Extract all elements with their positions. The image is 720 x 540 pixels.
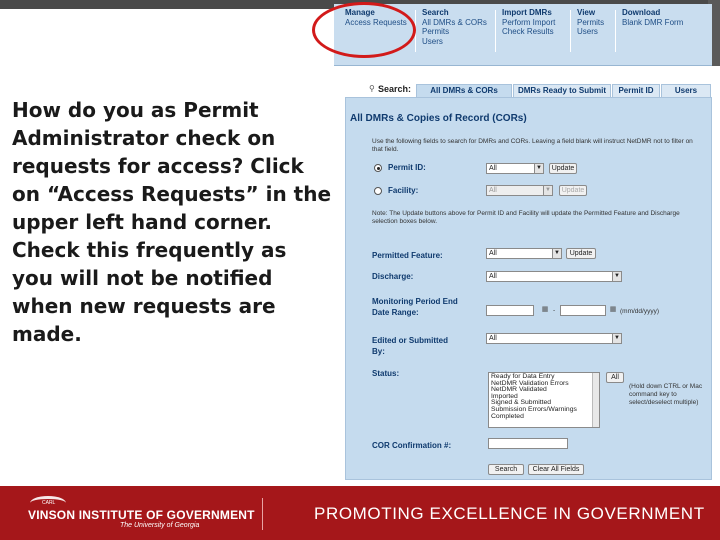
status-option[interactable]: Imported [491,392,518,400]
chevron-down-icon: ▼ [534,164,543,173]
footer-divider [262,498,263,530]
nav-link-search-users[interactable]: Users [422,36,443,46]
nav-heading-import: Import DMRs [502,8,552,17]
nav-link-search-permits[interactable]: Permits [422,27,450,36]
status-multiselect-hint: (Hold down CTRL or Mac command key to select/deselect multiple) [629,383,703,406]
chevron-down-icon: ▼ [552,249,561,258]
slide-text-line: How do you as Permit [12,98,259,122]
cor-confirmation-label: COR Confirmation #: [372,441,452,450]
search-button[interactable]: Search [488,464,524,475]
cor-confirmation-input[interactable] [488,438,568,449]
nav-link-access-requests[interactable]: Access Requests [345,17,407,27]
nav-group-import [502,8,555,37]
slide-text-line: requests for access? Click [12,154,304,178]
clear-all-fields-button[interactable]: Clear All Fields [528,464,584,475]
date-range-start-input[interactable] [486,305,534,316]
date-range-dash: - [553,307,556,314]
status-listbox[interactable] [488,372,600,428]
edited-submitted-select[interactable]: All ▼ [486,333,622,344]
nav-group-view [577,8,604,37]
discharge-label: Discharge: [372,272,414,281]
edited-submitted-label: Edited or Submitted [372,336,448,345]
nav-separator [615,10,616,52]
tab-dmrs-ready-to-submit[interactable]: DMRs Ready to Submit [513,84,611,97]
nav-separator [570,10,571,52]
permitted-feature-select[interactable]: All ▼ [486,248,562,259]
footer-tagline: PROMOTING EXCELLENCE IN GOVERNMENT [314,504,705,523]
form-title: All DMRs & Copies of Record (CORs) [350,113,527,124]
date-format-hint: (mm/dd/yyyy) [620,308,659,315]
slide-text-line: you will not be notified [12,266,273,290]
tab-users[interactable]: Users [661,84,711,97]
nav-link-view-users[interactable]: Users [577,27,598,36]
permit-id-select[interactable]: All ▼ [486,163,544,174]
status-listbox-scrollbar[interactable] [592,373,599,427]
slide-text-line: on “Access Requests” in the [12,182,332,206]
permit-id-radio[interactable] [374,164,382,172]
nav-separator [495,10,496,52]
status-option[interactable]: Submission Errors/Warnings [491,405,577,413]
facility-select[interactable]: All ▼ [486,185,553,196]
nav-heading-download: Download [622,8,661,17]
chevron-down-icon: ▼ [543,186,552,195]
nav-link-all-dmrs-cors[interactable]: All DMRs & CORs [422,17,487,27]
status-all-button[interactable]: All [606,372,624,383]
nav-heading-search: Search [422,8,449,17]
slide-instruction-text [12,96,344,348]
status-option[interactable]: Completed [491,412,524,420]
permitted-feature-label: Permitted Feature: [372,251,443,260]
slide-text-line: upper left hand corner. [12,210,273,234]
search-label: Search: [378,84,412,94]
status-option[interactable]: NetDMR Validated [491,386,547,394]
tab-permit-id[interactable]: Permit ID [612,84,660,97]
magnifier-icon: ⚲ [369,84,375,93]
nav-group-search [422,8,487,46]
facility-label: Facility: [388,186,419,195]
status-option[interactable]: Signed & Submitted [491,399,552,407]
nav-link-blank-dmr-form[interactable]: Blank DMR Form [622,17,684,27]
slide-text-line: Administrator check on [12,126,276,150]
facility-radio[interactable] [374,187,382,195]
monitoring-period-label: Monitoring Period End [372,297,458,306]
chevron-down-icon: ▼ [612,272,621,281]
nav-link-check-results[interactable]: Check Results [502,27,554,36]
permit-id-label: Permit ID: [388,163,426,172]
nav-heading-manage: Manage [345,8,375,17]
nav-heading-view: View [577,8,596,17]
facility-update-button[interactable]: Update [559,185,587,196]
status-label: Status: [372,369,400,378]
chevron-down-icon: ▼ [612,334,621,343]
slide-text-line: made. [12,322,82,346]
nav-group-download [622,8,683,27]
nav-link-view-permits[interactable]: Permits [577,17,605,27]
discharge-select[interactable]: All ▼ [486,271,622,282]
date-range-label: Date Range: [372,308,419,317]
date-range-end-input[interactable] [560,305,606,316]
permit-id-update-button[interactable]: Update [549,163,577,174]
nav-link-perform-import[interactable]: Perform Import [502,17,556,27]
slide-text-line: when new requests are [12,294,276,318]
logo-university-text: The University of Georgia [120,522,200,529]
form-instructions: Use the following fields to search for DMRs and CORs. Leaving a field blank will instruct NetDMR not to filter on that field. [372,138,693,153]
permitted-feature-update-button[interactable]: Update [566,248,596,259]
status-option[interactable]: Ready for Data Entry [491,373,555,380]
calendar-icon[interactable]: ▦ [541,306,549,313]
logo-institute-name: VINSON INSTITUTE OF GOVERNMENT [28,508,255,522]
slide-text-line: Check this frequently as [12,238,287,262]
highlight-circle [312,2,416,58]
edited-submitted-by-label: By: [372,347,385,356]
calendar-icon[interactable]: ▦ [609,306,617,313]
update-note: Note: The Update buttons above for Permit ID and Facility will update the Permitted Feature and Discharge selection boxes below. [372,210,680,225]
logo-carl-text: CARL [42,500,56,506]
status-option[interactable]: NetDMR Validation Errors [491,379,569,387]
tab-all-dmrs-cors[interactable]: All DMRs & CORs [416,84,512,97]
